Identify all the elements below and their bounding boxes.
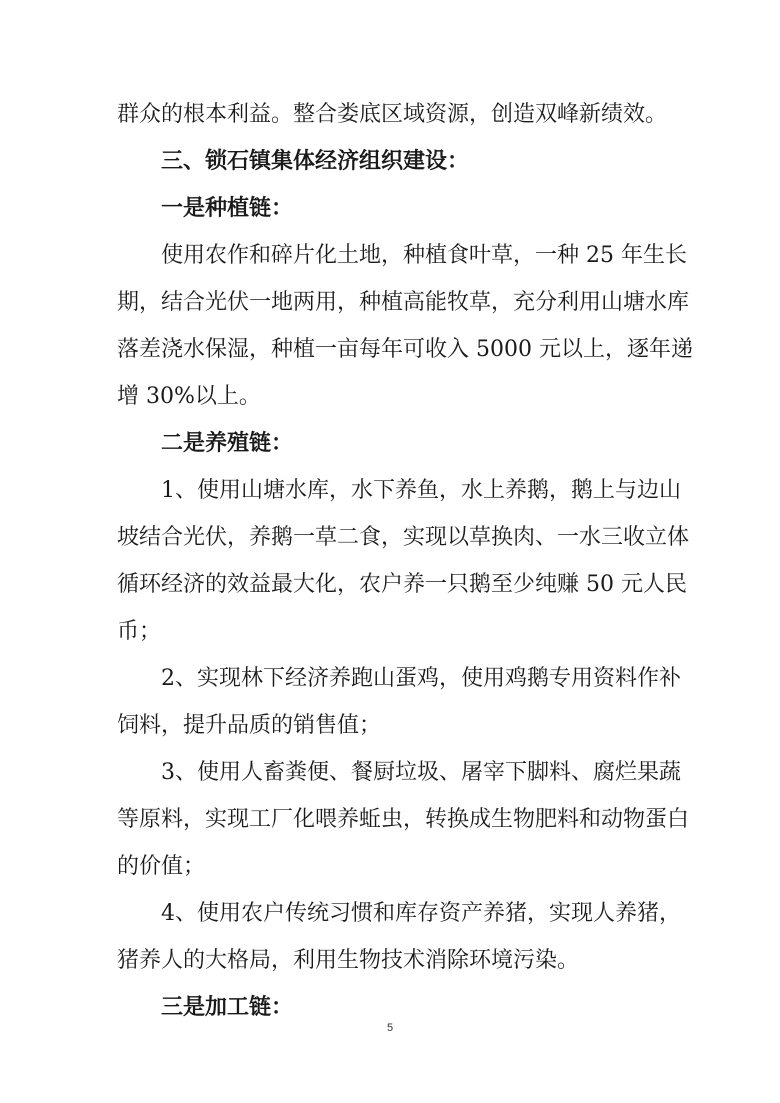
subsection-heading-planting-chain: 一是种植链： <box>161 196 294 221</box>
paragraph-line: 坡结合光伏，养鹅一草二食，实现以草换肉、一水三收立体 <box>117 525 690 550</box>
paragraph-line: 的价值； <box>117 854 206 879</box>
paragraph-line: 使用农作和碎片化土地，种植食叶草，一种 25 年生长 <box>161 243 687 268</box>
paragraph-line: 猪养人的大格局，利用生物技术消除环境污染。 <box>117 948 580 973</box>
subsection-heading-breeding-chain: 二是养殖链： <box>161 431 294 456</box>
paragraph-line: 1、使用山塘水库，水下养鱼，水上养鹅，鹅上与边山 <box>161 478 681 503</box>
subsection-heading-processing-chain: 三是加工链： <box>161 995 294 1020</box>
paragraph-line: 落差浇水保湿，种植一亩每年可收入 5000 元以上，逐年递 <box>117 337 693 362</box>
paragraph-line: 4、使用农户传统习惯和库存资产养猪，实现人养猪， <box>161 901 681 926</box>
paragraph-line: 等原料，实现工厂化喂养蚯虫，转换成生物肥料和动物蛋白 <box>117 807 690 832</box>
paragraph-line: 2、实现林下经济养跑山蛋鸡，使用鸡鹅专用资料作补 <box>161 666 681 691</box>
page-number: 5 <box>386 1022 394 1034</box>
paragraph-line: 3、使用人畜粪便、餐厨垃圾、屠宰下脚料、腐烂果蔬 <box>161 760 681 785</box>
section-heading: 三、锁石镇集体经济组织建设： <box>161 149 470 174</box>
paragraph-line: 币； <box>117 619 162 644</box>
paragraph-line: 增 30%以上。 <box>117 384 261 409</box>
paragraph-line: 群众的根本利益。整合娄底区域资源，创造双峰新绩效。 <box>117 102 668 127</box>
paragraph-line: 饲料，提升品质的销售值； <box>117 713 382 738</box>
paragraph-line: 循环经济的效益最大化，农户养一只鹅至少纯赚 50 元人民 <box>117 572 687 597</box>
paragraph-line: 期，结合光伏一地两用，种植高能牧草，充分利用山塘水库 <box>117 290 690 315</box>
